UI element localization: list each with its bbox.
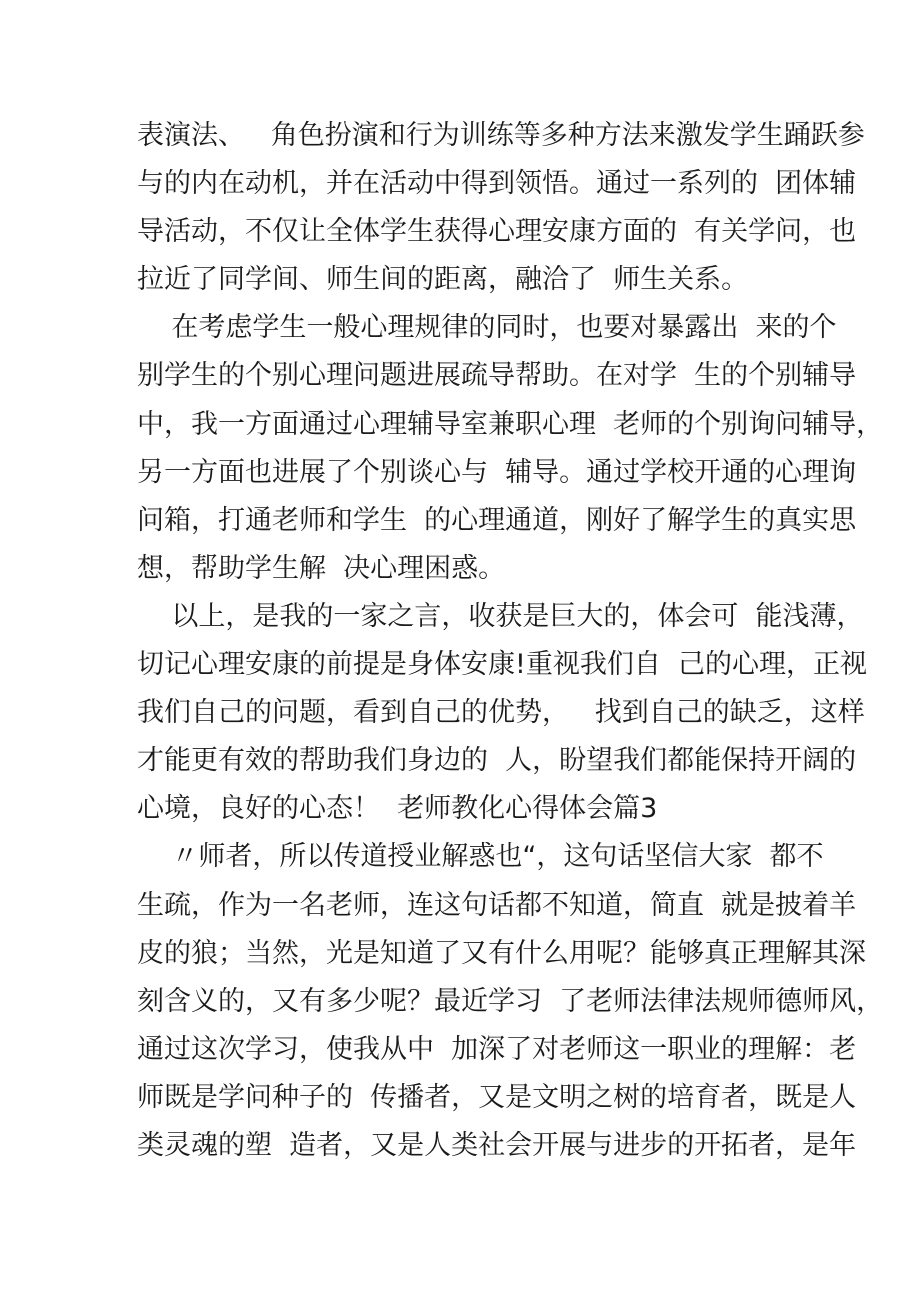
body-text <box>137 112 884 1170</box>
text-line-8: 另一方面也进展了个别谈心与 辅导。通过学校开通的心理询 <box>137 456 857 488</box>
text-line-21: 师既是学问种子的 传播者，又是文明之树的培育者，既是人 <box>137 1081 857 1113</box>
text-line-18: 皮的狼；当然，光是知道了又有什么用呢？能够真正理解其深 <box>137 937 866 969</box>
text-line-13: 我们自己的问题，看到自己的优势， 找到自己的缺乏，这样 <box>137 697 865 729</box>
text-line-5: 在考虑学生一般心理规律的同时，也要对暴露出 来的个 <box>137 312 837 344</box>
text-line-10: 想，帮助学生解 决心理困惑。 <box>137 552 506 584</box>
text-line-16: 〃师者，所以传道授业解惑也“，这句话坚信大家 都不 <box>137 841 824 873</box>
text-line-12: 切记心理安康的前提是身体安康!重视我们自 己的心理，正视 <box>137 649 867 681</box>
text-line-20: 通过这次学习，使我从中 加深了对老师这一职业的理解：老 <box>137 1033 857 1065</box>
text-line-3: 导活动，不仅让全体学生获得心理安康方面的 有关学问，也 <box>137 216 857 248</box>
text-line-17: 生疏，作为一名老师，连这句话都不知道，简直 就是披着羊 <box>137 889 857 921</box>
text-line-4: 拉近了同学间、师生间的距离，融洽了 师生关系。 <box>137 264 749 296</box>
text-line-6: 别学生的个别心理问题进展疏导帮助。在对学 生的个别辅导 <box>137 360 857 392</box>
text-line-2: 与的内在动机，并在活动中得到领悟。通过一系列的 团体辅 <box>137 168 857 200</box>
text-line-9: 问箱，打通老师和学生 的心理通道，刚好了解学生的真实思 <box>137 504 857 536</box>
text-line-15: 心境，良好的心态！ 老师教化心得体会篇3 <box>137 793 658 825</box>
text-line-1: 表演法、 角色扮演和行为训练等多种方法来激发学生踊跃参 <box>137 120 865 151</box>
text-line-14: 才能更有效的帮助我们身边的 人，盼望我们都能保持开阔的 <box>137 745 857 777</box>
text-line-22: 类灵魂的塑 造者，又是人类社会开展与进步的开拓者，是年 <box>137 1129 857 1161</box>
text-line-11: 以上，是我的一家之言，收获是巨大的，体会可 能浅薄， <box>137 600 864 632</box>
text-line-19: 刻含义的，又有多少呢？最近学习 了老师法律法规师德师风， <box>137 985 884 1017</box>
text-line-7: 中，我一方面通过心理辅导室兼职心理 老师的个别询问辅导， <box>137 408 884 440</box>
